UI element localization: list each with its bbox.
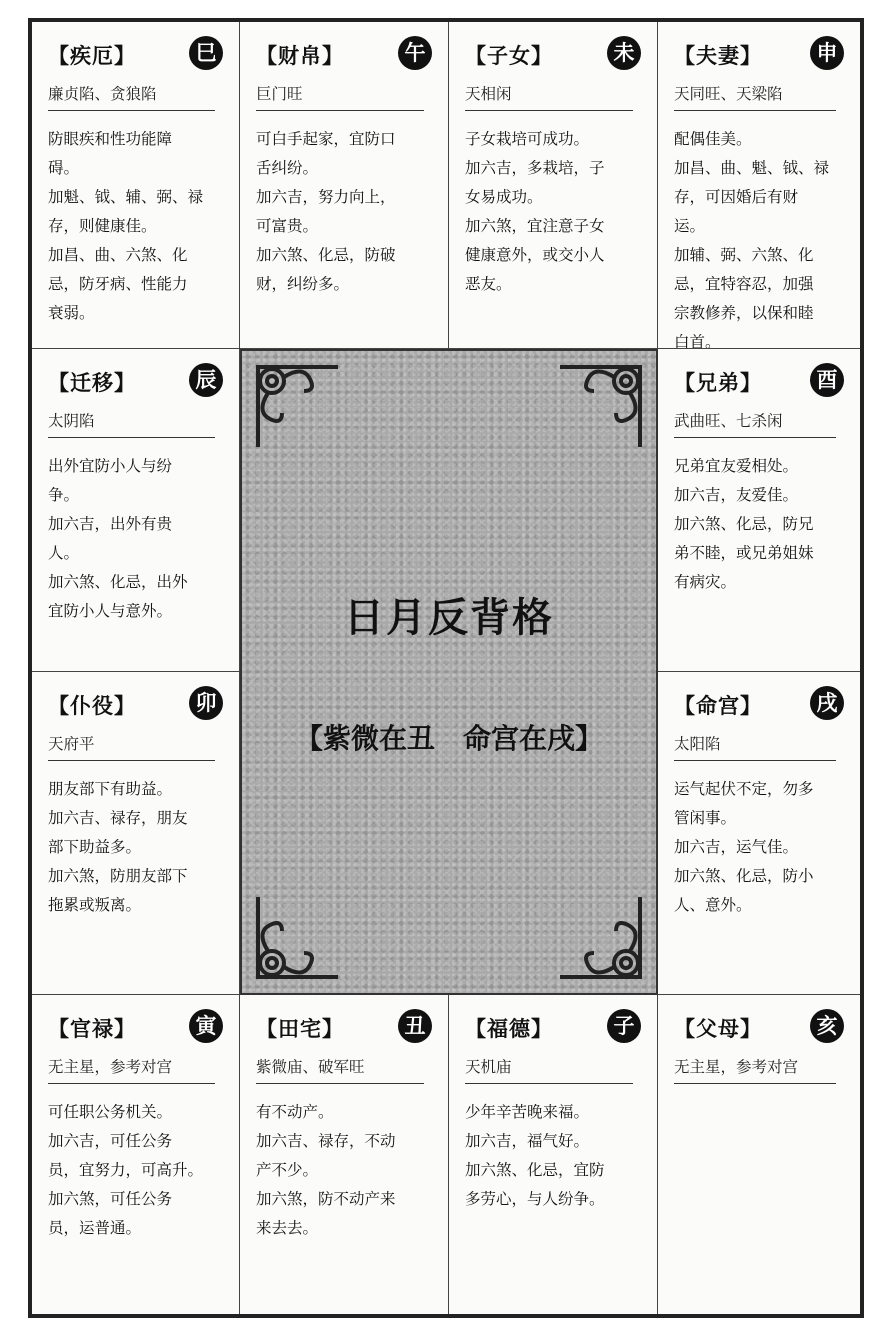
palace-line: 有不动产。	[256, 1103, 334, 1121]
palace-line: 忌，防牙病、性能力	[48, 275, 188, 293]
palace-text	[48, 125, 225, 328]
palace-qianyi	[32, 349, 240, 672]
palace-xiongdi	[658, 349, 860, 672]
palace-stars: 武曲旺、七杀闲	[674, 409, 836, 438]
palace-line: 员，运普通。	[48, 1219, 142, 1237]
palace-line: 来去去。	[256, 1219, 319, 1237]
branch-badge: 巳	[189, 36, 223, 70]
palace-line: 产不少。	[256, 1161, 319, 1179]
palace-text	[256, 1098, 434, 1243]
palace-line: 加六吉、禄存，不动	[256, 1132, 396, 1150]
palace-text	[674, 452, 846, 597]
palace-stars: 太阳陷	[674, 732, 836, 761]
palace-line: 舌纠纷。	[256, 159, 319, 177]
palace-line: 可富贵。	[256, 217, 319, 235]
palace-name: 【父母】	[674, 1017, 762, 1041]
palace-line: 出外宜防小人与纷	[48, 457, 173, 475]
palace-name: 【仆役】	[48, 694, 136, 718]
branch-badge: 酉	[810, 363, 844, 397]
chart-subtitle: 【紫微在丑 命宫在戌】	[294, 722, 603, 755]
branch-badge: 卯	[189, 686, 223, 720]
palace-stars: 太阴陷	[48, 409, 215, 438]
palace-stars: 廉贞陷、贪狼陷	[48, 82, 215, 111]
palace-name: 【迁移】	[48, 371, 136, 395]
palace-guanlu	[32, 995, 240, 1314]
palace-line: 加六煞，宜注意子女	[465, 217, 605, 235]
palace-name: 【命宫】	[674, 694, 762, 718]
palace-line: 管闲事。	[674, 809, 737, 827]
palace-jie	[32, 22, 240, 349]
palace-line: 人。	[48, 544, 80, 562]
branch-badge: 子	[607, 1009, 641, 1043]
branch-badge: 辰	[189, 363, 223, 397]
palace-name: 【子女】	[465, 44, 553, 68]
palace-name: 【疾厄】	[48, 44, 136, 68]
palace-line: 加六吉，多栽培，子	[465, 159, 605, 177]
palace-text	[48, 775, 225, 920]
palace-line: 财，纠纷多。	[256, 275, 350, 293]
palace-line: 人、意外。	[674, 896, 752, 914]
palace-line: 加辅、弼、六煞、化	[674, 246, 814, 264]
palace-line: 加六吉，友爱佳。	[674, 486, 799, 504]
palace-line: 少年辛苦晚来福。	[465, 1103, 590, 1121]
palace-tianzhai	[240, 995, 449, 1314]
palace-puyi	[32, 672, 240, 995]
palace-line: 衰弱。	[48, 304, 95, 322]
palace-stars: 无主星，参考对宫	[674, 1055, 836, 1084]
palace-line: 女易成功。	[465, 188, 543, 206]
palace-line: 加六煞、化忌，宜防	[465, 1161, 605, 1179]
palace-line: 争。	[48, 486, 80, 504]
palace-text	[465, 125, 643, 299]
palace-fumu	[658, 995, 860, 1314]
palace-line: 加六煞，防朋友部下	[48, 867, 188, 885]
cloud-ornament-bottom-left	[248, 887, 348, 987]
branch-badge: 未	[607, 36, 641, 70]
palace-fuqi	[658, 22, 860, 349]
palace-text	[674, 125, 846, 349]
palace-line: 存，则健康佳。	[48, 217, 157, 235]
palace-line: 加六吉，出外有贵	[48, 515, 173, 533]
branch-badge: 亥	[810, 1009, 844, 1043]
cloud-ornament-top-left	[248, 357, 348, 457]
palace-line: 加昌、曲、六煞、化	[48, 246, 188, 264]
palace-line: 加六吉，可任公务	[48, 1132, 173, 1150]
palace-zinv	[449, 22, 658, 349]
palace-name: 【官禄】	[48, 1017, 136, 1041]
palace-line: 加六煞、化忌，防破	[256, 246, 396, 264]
palace-line: 朋友部下有助益。	[48, 780, 173, 798]
palace-line: 健康意外，或交小人	[465, 246, 605, 264]
palace-text	[674, 775, 846, 920]
palace-line: 拖累或叛离。	[48, 896, 142, 914]
palace-name: 【财帛】	[256, 44, 344, 68]
palace-name: 【福德】	[465, 1017, 553, 1041]
palace-line: 宜防小人与意外。	[48, 602, 173, 620]
palace-stars: 天同旺、天梁陷	[674, 82, 836, 111]
branch-badge: 寅	[189, 1009, 223, 1043]
palace-line: 加魁、钺、辅、弼、禄	[48, 188, 204, 206]
palace-text	[256, 125, 434, 299]
palace-line: 加六煞、化忌，防兄	[674, 515, 814, 533]
palace-line: 加六煞、化忌，防小	[674, 867, 814, 885]
palace-line: 子女栽培可成功。	[465, 130, 590, 148]
palace-stars: 紫微庙、破军旺	[256, 1055, 424, 1084]
palace-line: 加六煞、化忌，出外	[48, 573, 188, 591]
palace-stars: 天机庙	[465, 1055, 633, 1084]
palace-text	[48, 452, 225, 626]
palace-line: 加昌、曲、魁、钺、禄	[674, 159, 830, 177]
cloud-ornament-bottom-right	[550, 887, 650, 987]
palace-name: 【夫妻】	[674, 44, 762, 68]
cloud-ornament-top-right	[550, 357, 650, 457]
palace-line: 白首。	[674, 333, 721, 349]
palace-line: 宗教修养，以保和睦	[674, 304, 814, 322]
palace-line: 加六吉，努力向上，	[256, 188, 396, 206]
palace-line: 可任职公务机关。	[48, 1103, 173, 1121]
palace-line: 恶友。	[465, 275, 512, 293]
palace-name: 【田宅】	[256, 1017, 344, 1041]
palace-line: 加六煞，可任公务	[48, 1190, 173, 1208]
palace-line: 加六吉，运气佳。	[674, 838, 799, 856]
branch-badge: 申	[810, 36, 844, 70]
palace-line: 部下助益多。	[48, 838, 142, 856]
palace-name: 【兄弟】	[674, 371, 762, 395]
palace-caibo	[240, 22, 449, 349]
chart-title: 日月反背格	[344, 594, 554, 641]
palace-text	[48, 1098, 225, 1243]
palace-text	[465, 1098, 643, 1214]
palace-line: 员，宜努力，可高升。	[48, 1161, 204, 1179]
palace-line: 配偶佳美。	[674, 130, 752, 148]
palace-line: 运气起伏不定，勿多	[674, 780, 814, 798]
palace-line: 可白手起家，宜防口	[256, 130, 396, 148]
palace-stars: 巨门旺	[256, 82, 424, 111]
center-panel	[240, 349, 658, 995]
palace-line: 加六煞，防不动产来	[256, 1190, 396, 1208]
palace-line: 兄弟宜友爱相处。	[674, 457, 799, 475]
palace-fude	[449, 995, 658, 1314]
palace-line: 有病灾。	[674, 573, 737, 591]
palace-line: 防眼疾和性功能障	[48, 130, 173, 148]
palace-line: 加六吉，福气好。	[465, 1132, 590, 1150]
branch-badge: 戌	[810, 686, 844, 720]
palace-line: 忌，宜特容忍，加强	[674, 275, 814, 293]
palace-line: 弟不睦，或兄弟姐妹	[674, 544, 814, 562]
palace-line: 存，可因婚后有财	[674, 188, 799, 206]
palace-stars: 天府平	[48, 732, 215, 761]
palace-line: 碍。	[48, 159, 80, 177]
branch-badge: 丑	[398, 1009, 432, 1043]
branch-badge: 午	[398, 36, 432, 70]
palace-line: 加六吉、禄存，朋友	[48, 809, 188, 827]
palace-stars: 天相闲	[465, 82, 633, 111]
palace-minggong	[658, 672, 860, 995]
palace-stars: 无主星，参考对宫	[48, 1055, 215, 1084]
palace-line: 运。	[674, 217, 706, 235]
ziwei-chart	[28, 18, 864, 1318]
palace-line: 多劳心，与人纷争。	[465, 1190, 605, 1208]
